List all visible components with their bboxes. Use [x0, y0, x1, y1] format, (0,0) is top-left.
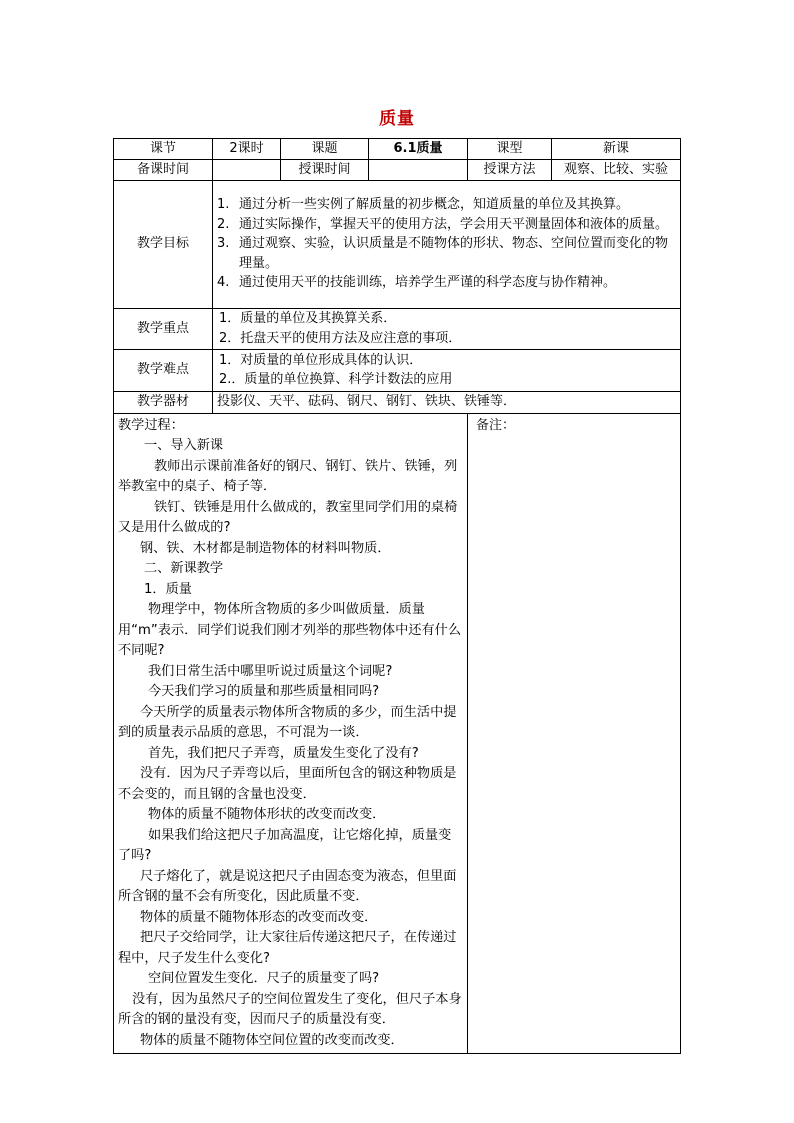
process-paragraph: 如果我们给这把尺子加高温度，让它熔化掉，质量变了吗?	[118, 827, 452, 863]
memo-cell: 备注：	[468, 413, 681, 1054]
process-paragraph: 一、导入新课	[144, 438, 224, 453]
key-points-row	[114, 308, 681, 349]
value-method: 观察、比较、实验	[552, 159, 681, 180]
header-row-2	[114, 159, 681, 180]
process-paragraph: 物体的质量不随物体形态的改变而改变．	[140, 909, 378, 925]
process-paragraph: 物理学中，物体所含物质的多少叫做质量．质量用“m”表示．同学们说我们刚才列举的那些物体中还有什么不同呢?	[118, 602, 462, 658]
process-paragraph: 今天我们学习的质量和那些质量相同吗?	[148, 684, 380, 699]
process-paragraph: 物体的质量不随物体形状的改变而改变．	[148, 807, 386, 822]
process-paragraph: 首先，我们把尺子弄弯，质量发生变化了没有?	[148, 745, 419, 761]
goals-content	[213, 180, 681, 308]
difficulties-row	[114, 349, 681, 391]
goal-item: 3. 通过观察、实验，认识质量是不随物体的形状、物态、空间位置而变化的物理量。	[217, 236, 669, 271]
label-teach-time: 授课时间	[281, 159, 369, 180]
key-points-content	[213, 308, 681, 349]
process-row	[114, 413, 681, 1054]
value-lesson-section: 2课时	[213, 139, 281, 160]
goal-item: 1. 通过分析一些实例了解质量的初步概念，知道质量的单位及其换算。	[217, 197, 630, 213]
value-lesson-type: 新课	[552, 139, 681, 160]
lesson-plan-table	[113, 138, 681, 1054]
process-paragraph: 没有，因为虽然尺子的空间位置发生了变化，但尺子本身所含的钢的量没有变，因而尺子的质量没有变．	[118, 991, 462, 1027]
process-paragraph: 1．质量	[144, 581, 192, 597]
key-points-label: 教学重点	[114, 308, 213, 349]
page-title: 质量	[379, 109, 415, 129]
equipment-row	[114, 391, 681, 413]
difficulty-item: 1．对质量的单位形成具体的认识．	[219, 352, 423, 368]
difficulty-item: 2.．质量的单位换算、科学计数法的应用	[219, 372, 453, 387]
goal-item: 4. 通过使用天平的技能训练，培养学生严谨的科学态度与协作精神。	[217, 275, 617, 291]
header-row-1	[114, 139, 681, 160]
process-paragraph: 尺子熔化了，就是说这把尺子由固态变为液态，但里面所含钢的量不会有所变化，因此质量不变．	[118, 868, 457, 904]
difficulties-label: 教学难点	[114, 349, 213, 391]
goals-label: 教学目标	[114, 180, 213, 308]
value-prep-time	[213, 159, 281, 180]
equipment-label: 教学器材	[114, 391, 213, 413]
key-point-item: 2．托盘天平的使用方法及应注意的事项．	[219, 330, 462, 346]
goals-row	[114, 180, 681, 308]
process-paragraph: 今天所学的质量表示物体所含物质的多少，而生活中提到的质量表示品质的意思，不可混为一谈．	[118, 704, 457, 740]
process-paragraph: 二、新课教学	[144, 561, 224, 576]
process-paragraph: 没有．因为尺子弄弯以后，里面所包含的钢这种物质是不会变的，而且钢的含量也没变．	[118, 766, 457, 802]
process-paragraph: 我们日常生活中哪里听说过质量这个词呢?	[148, 663, 393, 679]
label-prep-time: 备课时间	[114, 159, 213, 180]
key-point-item: 1．质量的单位及其换算关系．	[219, 311, 397, 326]
difficulties-content	[213, 349, 681, 391]
process-paragraph: 空间位置发生变化．尺子的质量变了吗?	[148, 971, 380, 986]
goal-item: 2. 通过实际操作，掌握天平的使用方法，学会用天平测量固体和液体的质量。	[217, 216, 669, 232]
process-paragraph: 钢、铁、木材都是制造物体的材料叫物质．	[140, 540, 391, 556]
label-topic: 课题	[281, 139, 369, 160]
process-content	[114, 413, 468, 1054]
label-lesson-section: 课节	[114, 139, 213, 160]
value-topic: 6.1质量	[369, 139, 468, 160]
label-lesson-type: 课型	[468, 139, 552, 160]
process-paragraph: 把尺子交给同学，让大家往后传递这把尺子，在传递过程中，尺子发生什么变化?	[118, 930, 457, 966]
process-paragraph: 物体的质量不随物体空间位置的改变而改变．	[140, 1032, 404, 1048]
process-paragraph: 铁钉、铁锤是用什么做成的，教室里同学们用的桌椅又是用什么做成的?	[118, 499, 458, 535]
label-method: 授课方法	[468, 159, 552, 180]
process-paragraph: 教师出示课前准备好的钢尺、钢钉、铁片、铁锤，列举教室中的桌子、椅子等．	[118, 458, 458, 494]
value-teach-time	[369, 159, 468, 180]
process-heading: 教学过程：	[118, 417, 184, 433]
equipment-content: 投影仪、天平、砝码、钢尺、钢钉、铁块、铁锤等．	[213, 391, 681, 413]
